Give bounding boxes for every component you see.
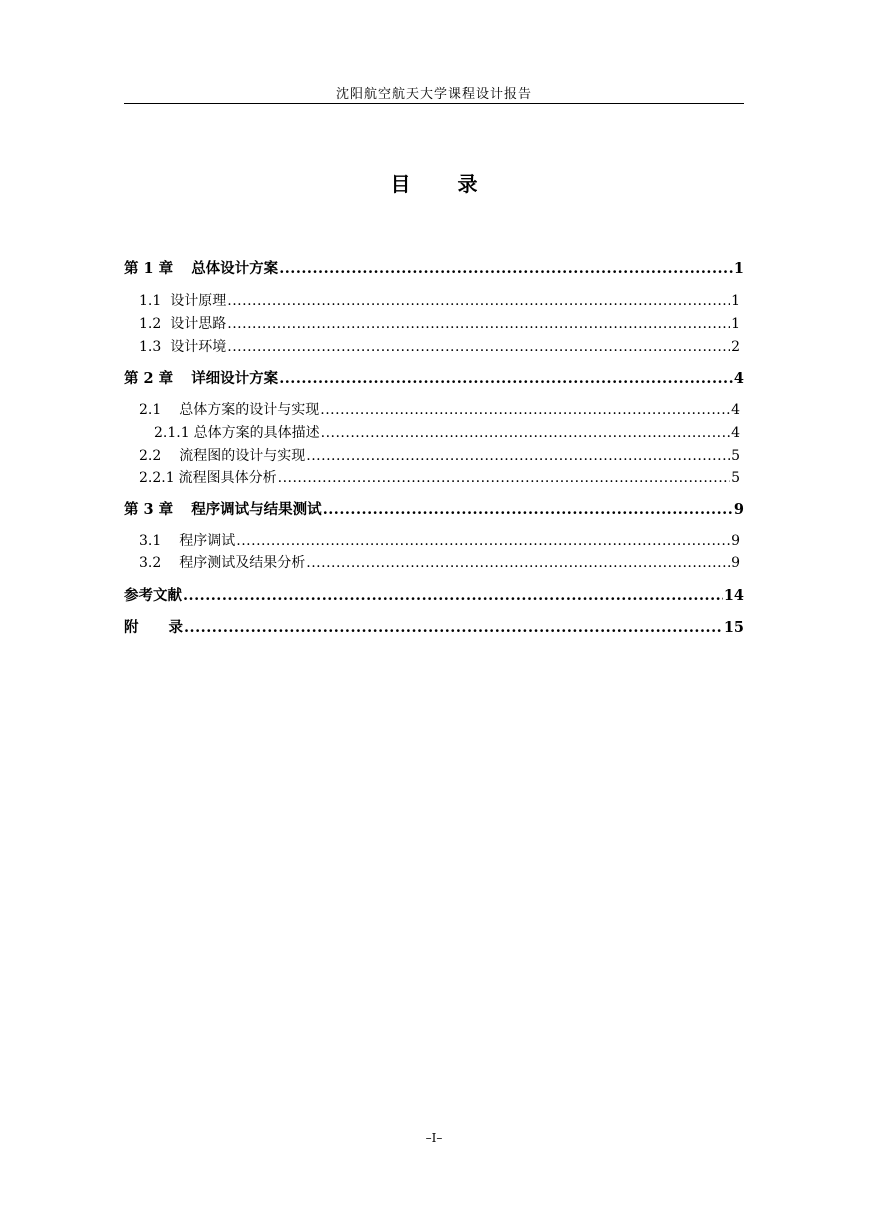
dot-leader — [306, 447, 730, 465]
toc-entry-page: 5 — [731, 448, 740, 464]
toc-entry-3-2[interactable] — [124, 554, 744, 572]
toc-entry-page: 1 — [731, 293, 740, 309]
toc-entry-number: 第 1 章 — [124, 260, 174, 277]
dot-leader — [227, 292, 730, 310]
toc-entry-page: 1 — [733, 260, 744, 277]
toc-entry-3-1[interactable] — [124, 532, 744, 550]
toc-entry-1-1[interactable] — [124, 292, 744, 310]
page-number: –I– — [425, 1131, 443, 1145]
toc-entry-title: 流程图的设计与实现 — [179, 448, 306, 464]
toc-entry-chapter-1[interactable] — [124, 260, 744, 278]
toc-entry-2-2-1[interactable] — [124, 469, 744, 487]
dot-leader — [227, 315, 730, 333]
dot-leader — [306, 554, 730, 572]
toc-entry-title: 参考文献 — [124, 587, 182, 604]
toc-entry-number: 3.2 — [139, 555, 162, 571]
toc-entry-number: 第 3 章 — [124, 501, 174, 518]
toc-entry-title: 总体方案的具体描述 — [193, 425, 320, 441]
toc-entry-1-2[interactable] — [124, 315, 744, 333]
toc-entry-number: 附 — [124, 619, 139, 636]
toc-entry-2-1[interactable] — [124, 401, 744, 419]
toc-entry-title: 程序调试与结果测试 — [191, 501, 322, 518]
toc-entry-title: 总体设计方案 — [191, 260, 279, 277]
toc-entry-number: 1.2 — [139, 316, 162, 332]
toc-entry-page: 15 — [723, 619, 744, 636]
dot-leader — [323, 501, 733, 519]
toc-entry-references[interactable] — [124, 587, 744, 605]
dot-leader — [279, 370, 733, 388]
toc-entry-title: 设计环境 — [170, 339, 227, 355]
toc-entry-appendix[interactable] — [124, 619, 744, 637]
toc-entry-number: 2.2 — [139, 448, 162, 464]
toc-entry-title: 设计原理 — [170, 293, 227, 309]
dot-leader — [278, 469, 730, 487]
toc-entry-title: 详细设计方案 — [191, 370, 279, 387]
dot-leader — [320, 401, 730, 419]
toc-entry-chapter-3[interactable] — [124, 501, 744, 519]
dot-leader — [279, 260, 733, 278]
toc-entry-page: 9 — [731, 555, 740, 571]
toc-entry-page: 9 — [731, 533, 740, 549]
toc-entry-page: 5 — [731, 470, 740, 486]
toc-entry-number: 2.1.1 — [154, 425, 190, 441]
dot-leader — [236, 532, 730, 550]
dot-leader — [184, 619, 723, 637]
toc-title-char-1: 目 — [390, 172, 411, 196]
toc-entry-page: 2 — [731, 339, 740, 355]
toc-entry-number: 第 2 章 — [124, 370, 174, 387]
toc-entry-chapter-2[interactable] — [124, 370, 744, 388]
toc-entry-number: 2.2.1 — [139, 470, 175, 486]
dot-leader — [321, 424, 730, 442]
toc-entry-number: 1.1 — [139, 293, 162, 309]
toc-entry-1-3[interactable] — [124, 338, 744, 356]
toc-entry-title: 总体方案的设计与实现 — [179, 402, 320, 418]
toc-entry-2-1-1[interactable] — [124, 424, 744, 442]
toc-entry-title: 流程图具体分析 — [178, 470, 277, 486]
toc-entry-page: 4 — [733, 370, 744, 387]
toc-entry-page: 4 — [731, 402, 740, 418]
toc-entry-2-2[interactable] — [124, 447, 744, 465]
running-header: 沈阳航空航天大学课程设计报告 — [335, 87, 532, 102]
header-rule — [124, 103, 744, 104]
toc-entry-number: 1.3 — [139, 339, 162, 355]
toc-entry-page: 14 — [723, 587, 744, 604]
toc-entry-title: 设计思路 — [170, 316, 227, 332]
toc-title — [124, 168, 744, 197]
dot-leader — [183, 587, 723, 605]
toc-entry-page: 4 — [731, 425, 740, 441]
toc-entry-title: 程序测试及结果分析 — [179, 555, 306, 571]
toc-entry-page: 1 — [731, 316, 740, 332]
toc-entry-title: 程序调试 — [179, 533, 236, 549]
toc-entry-page: 9 — [733, 501, 744, 518]
toc-title-char-2: 录 — [457, 172, 478, 196]
toc-entry-title: 录 — [168, 619, 183, 636]
dot-leader — [227, 338, 730, 356]
toc-entry-number: 2.1 — [139, 402, 162, 418]
toc-entry-number: 3.1 — [139, 533, 162, 549]
